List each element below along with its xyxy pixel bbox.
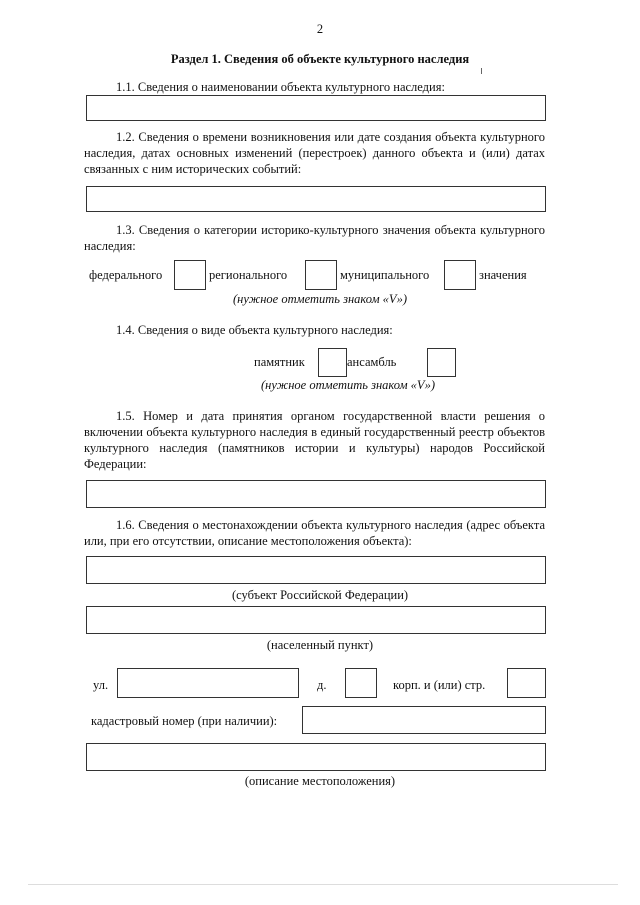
scan-mark (481, 68, 482, 74)
section-1-4-hint: (нужное отметить знаком «V») (261, 378, 435, 392)
section-title: Раздел 1. Сведения об объекте культурного наследия (170, 52, 470, 66)
building-field[interactable] (507, 668, 546, 698)
cadastral-label: кадастровый номер (при наличии): (91, 714, 278, 728)
federal-checkbox[interactable] (174, 260, 206, 290)
section-1-4-label: 1.4. Сведения о виде объекта культурного наследия: (116, 323, 393, 337)
section-1-3-hint: (нужное отметить знаком «V») (233, 292, 407, 306)
section-1-5-label: 1.5. Номер и дата принятия органом государственной власти решения о включении объекта культурного наследия в единый государственный реестр объектов культурного наследия (памятников истории и культуры) народов Российской Федерации: (84, 409, 545, 471)
option-municipal-label: муниципального (340, 268, 430, 282)
subject-caption: (субъект Российской Федерации) (231, 588, 409, 602)
section-1-1-label: 1.1. Сведения о наименовании объекта культурного наследия: (116, 80, 445, 94)
monument-checkbox[interactable] (318, 348, 347, 377)
location-caption: (описание местоположения) (244, 774, 396, 788)
subject-field[interactable] (86, 556, 546, 584)
section-1-3-label: 1.3. Сведения о категории историко-культурного значения объекта культурного наследия: (84, 223, 545, 253)
scan-edge-line (28, 884, 618, 885)
option-regional-label: регионального (209, 268, 288, 282)
cadastral-field[interactable] (302, 706, 546, 734)
municipal-checkbox[interactable] (444, 260, 476, 290)
street-field[interactable] (117, 668, 299, 698)
regional-checkbox[interactable] (305, 260, 337, 290)
option-ensemble-label: ансамбль (347, 355, 397, 369)
street-label: ул. (93, 678, 109, 692)
ensemble-checkbox[interactable] (427, 348, 456, 377)
locality-caption: (населенный пункт) (266, 638, 374, 652)
house-label: д. (317, 678, 327, 692)
house-field[interactable] (345, 668, 377, 698)
option-monument-label: памятник (254, 355, 305, 369)
dates-field[interactable] (86, 186, 546, 212)
section-1-6-label: 1.6. Сведения о местонахождении объекта культурного наследия (адрес объекта или, при его отсутствии, описание местоположения объекта): (84, 518, 545, 548)
section-1-2-label: 1.2. Сведения о времени возникновения или дате создания объекта культурного наследия, датах основных изменений (перестроек) данного объекта и (или) датах связанных с ним исторических событий: (84, 130, 545, 176)
registry-decision-field[interactable] (86, 480, 546, 508)
locality-field[interactable] (86, 606, 546, 634)
location-description-field[interactable] (86, 743, 546, 771)
page-number: 2 (316, 22, 324, 36)
building-label: корп. и (или) стр. (393, 678, 486, 692)
object-name-field[interactable] (86, 95, 546, 121)
option-significance-label: значения (479, 268, 527, 282)
option-federal-label: федерального (89, 268, 163, 282)
